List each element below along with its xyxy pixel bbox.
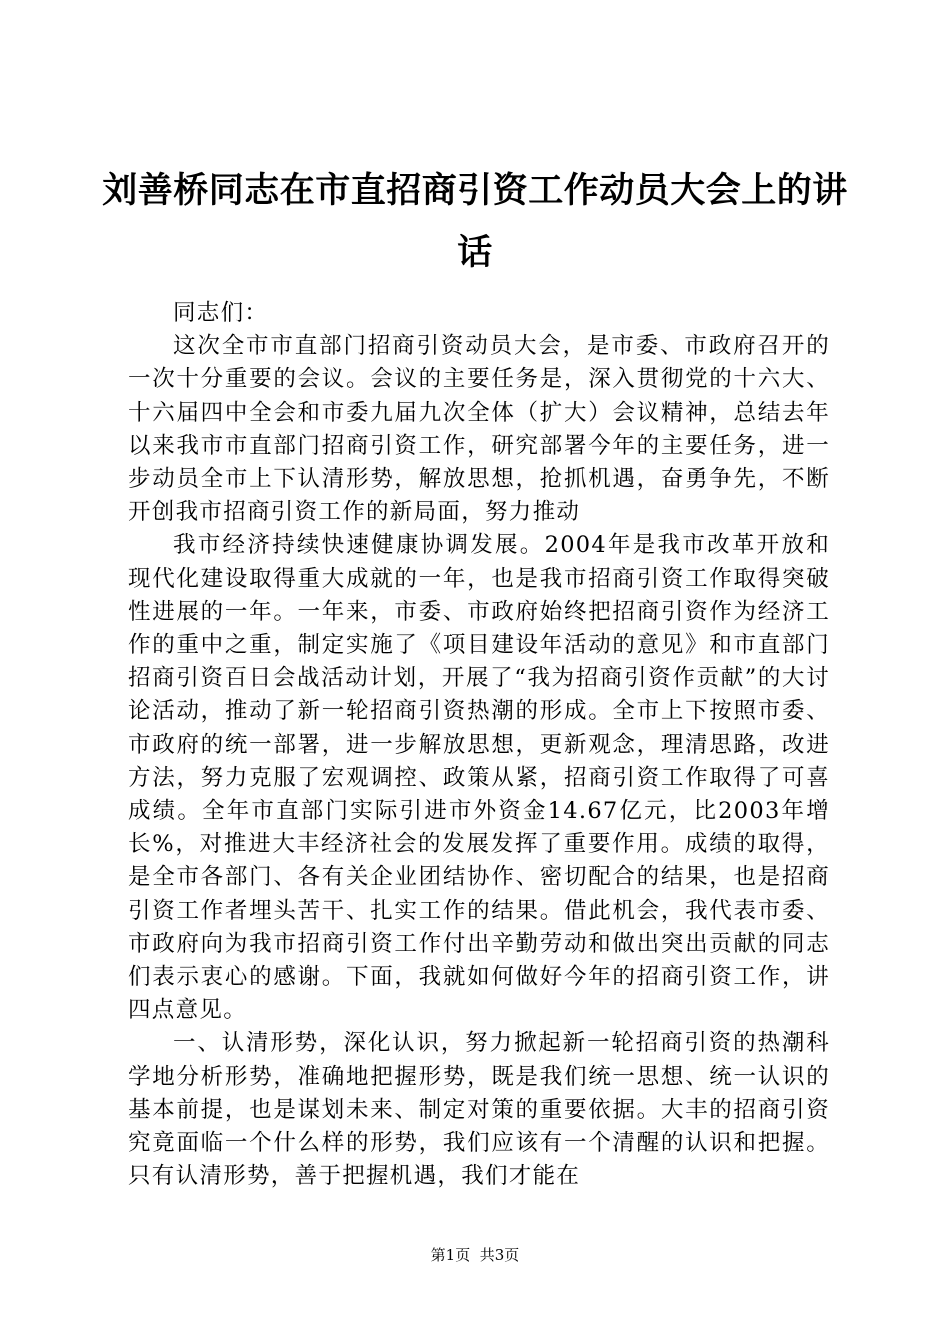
paragraph: 一、认清形势，深化认识，努力掀起新一轮招商引资的热潮科学地分析形势，准确地把握形势，既是我们统一思想、统一认识的基本前提，也是谋划未来、制定对策的重要依据。大丰的招商引资究竟面临一个什么样的形势，我们应该有一个清醒的认识和把握。只有认清形势，善于把握机遇，我们才能在: [128, 1030, 830, 1190]
page-number: 第1页: [430, 1246, 471, 1264]
salutation: 同志们：: [173, 300, 269, 326]
page-footer: [0, 1245, 950, 1265]
paragraph: 这次全市市直部门招商引资动员大会，是市委、市政府召开的一次十分重要的会议。会议的主要任务是，深入贯彻党的十六大、十六届四中全会和市委九届九次全体（扩大）会议精神，总结去年以来我市市直部门招商引资工作，研究部署今年的主要任务，进一步动员全市上下认清形势，解放思想，抢抓机遇，奋勇争先，不断开创我市招商引资工作的新局面，努力推动: [128, 333, 830, 526]
document-body: [128, 297, 830, 1193]
page-total: 共3页: [479, 1246, 520, 1264]
document-title: 刘善桥同志在市直招商引资工作动员大会上的讲话: [102, 170, 848, 273]
paragraph: 我市经济持续快速健康协调发展。2004年是我市改革开放和现代化建设取得重大成就的一年，也是我市招商引资工作取得突破性进展的一年。一年来，市委、市政府始终把招商引资作为经济工作的重中之重，制定实施了《项目建设年活动的意见》和市直部门招商引资百日会战活动计划，开展了“我为招商引资作贡献”的大讨论活动，推动了新一轮招商引资热潮的形成。全市上下按照市委、市政府的统一部署，进一步解放思想，更新观念，理清思路，改进方法，努力克服了宏观调控、政策从紧，招商引资工作取得了可喜成绩。全年市直部门实际引进市外资金14.67亿元，比2003年增长%，对推进大丰经济社会的发展发挥了重要作用。成绩的取得，是全市各部门、各有关企业团结协作、密切配合的结果，也是招商引资工作者埋头苦干、扎实工作的结果。借此机会，我代表市委、市政府向为我市招商引资工作付出辛勤劳动和做出突出贡献的同志们表示衷心的感谢。下面，我就如何做好今年的招商引资工作，讲四点意见。: [128, 532, 830, 1024]
